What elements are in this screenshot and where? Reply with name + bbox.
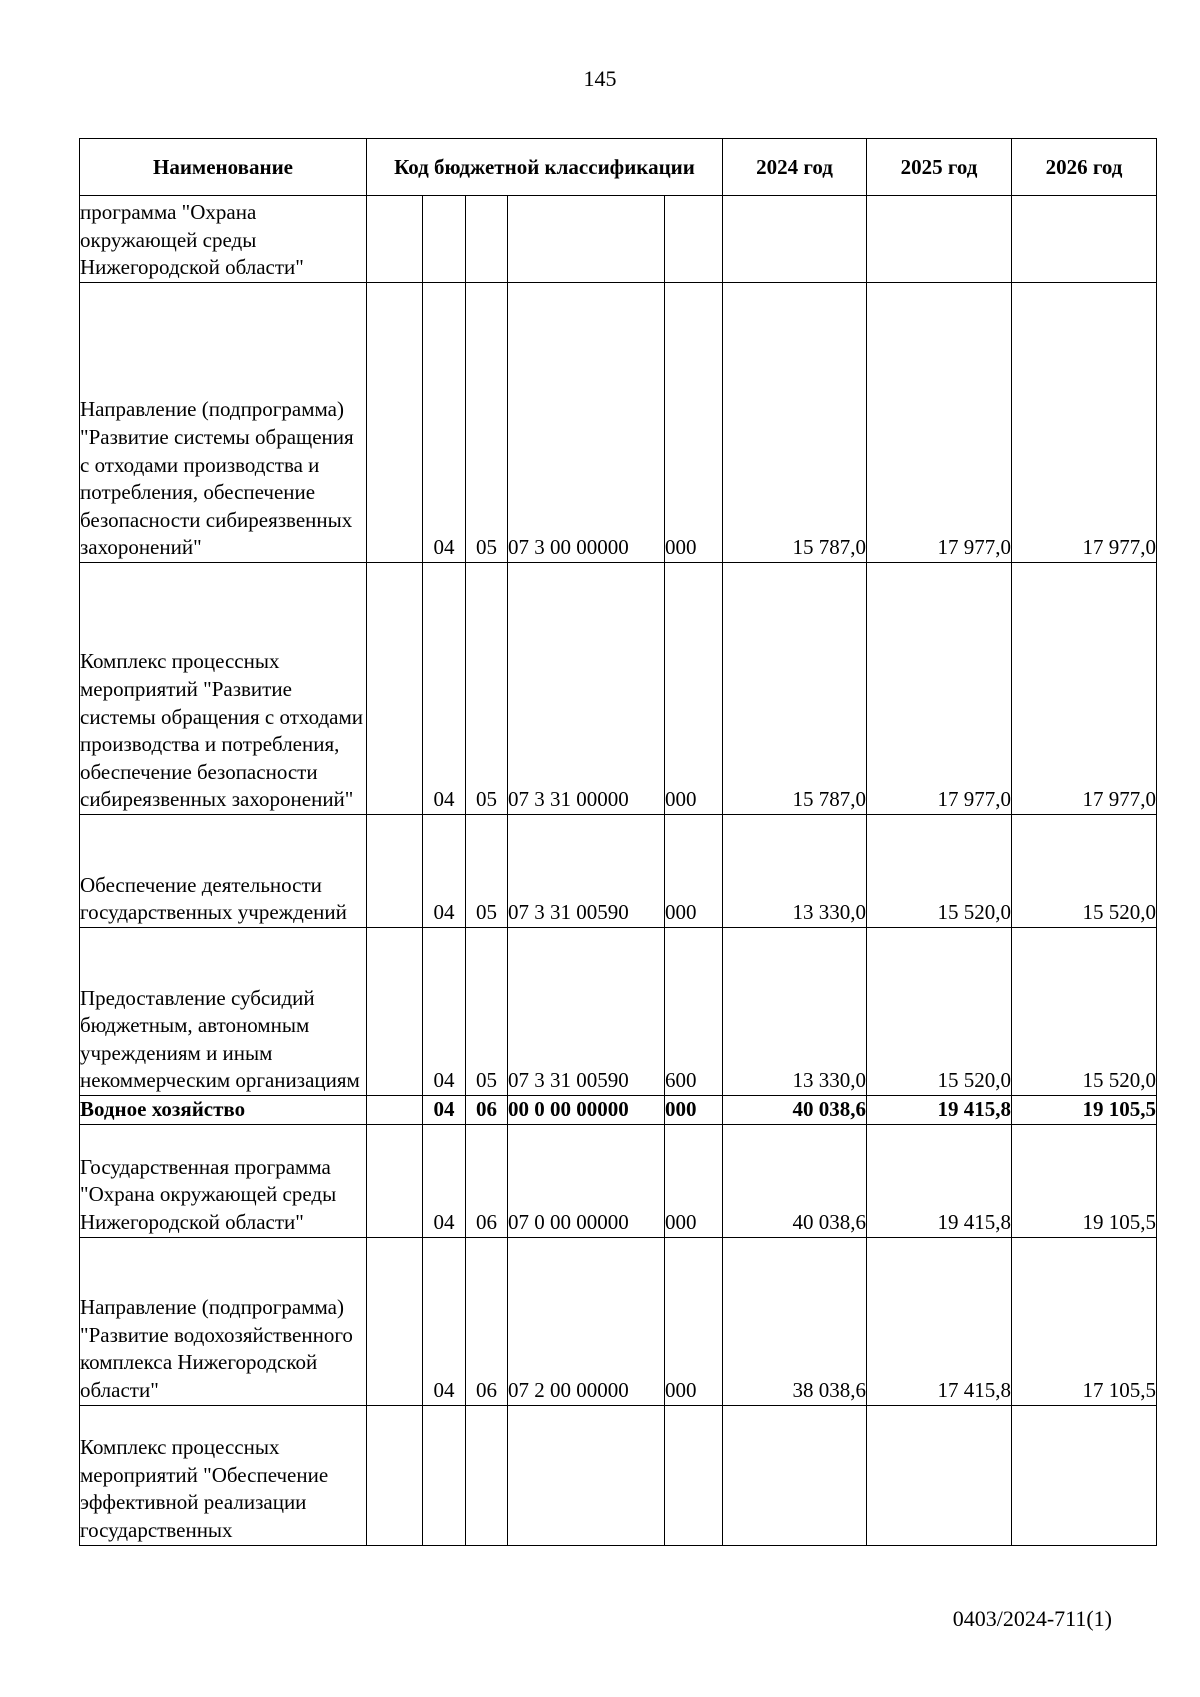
table-row: [80, 928, 1157, 1096]
table-row: [80, 815, 1157, 928]
row-code-3: [466, 1405, 508, 1545]
row-code-2: 04: [423, 928, 466, 1096]
row-value-2026: [1012, 196, 1157, 283]
table-row: [80, 563, 1157, 815]
row-code-1: [367, 283, 423, 563]
header-code: Код бюджетной классификации: [367, 139, 723, 196]
table-row: [80, 1124, 1157, 1237]
row-code-4: 07 2 00 00000: [508, 1237, 665, 1405]
row-code-4: 00 0 00 00000: [508, 1096, 665, 1125]
row-code-3: 05: [466, 283, 508, 563]
row-value-2024: 15 787,0: [723, 283, 867, 563]
row-name: Направление (подпрограмма) "Развитие системы обращения с отходами производства и потребления, обеспечение безопасности сибиреязвенных захоронений": [80, 283, 367, 563]
row-code-2: [423, 196, 466, 283]
row-code-3: 05: [466, 928, 508, 1096]
header-name: Наименование: [80, 139, 367, 196]
row-code-5: [665, 1405, 723, 1545]
row-code-5: [665, 196, 723, 283]
row-code-2: 04: [423, 1096, 466, 1125]
row-code-1: [367, 196, 423, 283]
row-code-4: 07 0 00 00000: [508, 1124, 665, 1237]
page-number: 145: [583, 66, 617, 91]
row-value-2025: 19 415,8: [867, 1124, 1012, 1237]
row-code-1: [367, 1096, 423, 1125]
row-code-5: 000: [665, 815, 723, 928]
row-code-1: [367, 563, 423, 815]
row-value-2025: 15 520,0: [867, 928, 1012, 1096]
row-code-2: 04: [423, 1237, 466, 1405]
row-value-2026: 19 105,5: [1012, 1124, 1157, 1237]
row-name: Обеспечение деятельности государственных учреждений: [80, 815, 367, 928]
row-value-2025: [867, 1405, 1012, 1545]
row-code-1: [367, 1124, 423, 1237]
row-code-2: 04: [423, 1124, 466, 1237]
row-code-2: [423, 1405, 466, 1545]
document-code: 0403/2024-711(1): [952, 1606, 1112, 1631]
table-row: [80, 283, 1157, 563]
row-code-4: 07 3 31 00590: [508, 815, 665, 928]
row-code-4: [508, 1405, 665, 1545]
row-name: Комплекс процессных мероприятий "Развитие системы обращения с отходами производства и потребления, обеспечение безопасности сибиреязвенных захоронений": [80, 563, 367, 815]
row-name: Комплекс процессных мероприятий "Обеспечение эффективной реализации государственных: [80, 1405, 367, 1545]
table-header-row: [80, 139, 1157, 196]
row-name: Предоставление субсидий бюджетным, автономным учреждениям и иным некоммерческим организациям: [80, 928, 367, 1096]
row-value-2025: 17 415,8: [867, 1237, 1012, 1405]
row-value-2025: 17 977,0: [867, 563, 1012, 815]
row-value-2024: [723, 196, 867, 283]
header-2024: 2024 год: [723, 139, 867, 196]
row-code-5: 000: [665, 1124, 723, 1237]
row-code-5: 000: [665, 1096, 723, 1125]
row-value-2024: 13 330,0: [723, 928, 867, 1096]
row-code-2: 04: [423, 283, 466, 563]
row-value-2026: 17 977,0: [1012, 563, 1157, 815]
row-code-4: [508, 196, 665, 283]
row-value-2025: 19 415,8: [867, 1096, 1012, 1125]
row-value-2026: 15 520,0: [1012, 928, 1157, 1096]
table-row: [80, 1405, 1157, 1545]
row-code-3: 06: [466, 1124, 508, 1237]
row-name: программа "Охрана окружающей среды Нижегородской области": [80, 196, 367, 283]
row-value-2026: [1012, 1405, 1157, 1545]
row-code-3: 05: [466, 815, 508, 928]
row-name: Водное хозяйство: [80, 1096, 367, 1125]
row-value-2026: 15 520,0: [1012, 815, 1157, 928]
row-code-3: 06: [466, 1237, 508, 1405]
row-value-2024: 40 038,6: [723, 1124, 867, 1237]
row-value-2026: 17 977,0: [1012, 283, 1157, 563]
row-code-1: [367, 928, 423, 1096]
row-code-5: 000: [665, 283, 723, 563]
row-code-3: [466, 196, 508, 283]
row-code-1: [367, 1237, 423, 1405]
row-name: Направление (подпрограмма) "Развитие водохозяйственного комплекса Нижегородской области": [80, 1237, 367, 1405]
budget-table: [79, 138, 1157, 1546]
row-code-3: 05: [466, 563, 508, 815]
row-code-5: 000: [665, 1237, 723, 1405]
row-value-2024: [723, 1405, 867, 1545]
row-code-2: 04: [423, 563, 466, 815]
row-value-2026: 17 105,5: [1012, 1237, 1157, 1405]
row-code-4: 07 3 31 00000: [508, 563, 665, 815]
row-value-2026: 19 105,5: [1012, 1096, 1157, 1125]
row-code-5: 000: [665, 563, 723, 815]
row-name: Государственная программа "Охрана окружающей среды Нижегородской области": [80, 1124, 367, 1237]
row-code-3: 06: [466, 1096, 508, 1125]
table-row: [80, 1237, 1157, 1405]
row-value-2024: 38 038,6: [723, 1237, 867, 1405]
row-value-2025: [867, 196, 1012, 283]
row-value-2025: 17 977,0: [867, 283, 1012, 563]
row-code-4: 07 3 00 00000: [508, 283, 665, 563]
row-code-2: 04: [423, 815, 466, 928]
header-2025: 2025 год: [867, 139, 1012, 196]
row-value-2024: 40 038,6: [723, 1096, 867, 1125]
row-code-4: 07 3 31 00590: [508, 928, 665, 1096]
row-code-1: [367, 1405, 423, 1545]
row-value-2025: 15 520,0: [867, 815, 1012, 928]
header-2026: 2026 год: [1012, 139, 1157, 196]
row-value-2024: 15 787,0: [723, 563, 867, 815]
row-value-2024: 13 330,0: [723, 815, 867, 928]
table-row-section: [80, 1096, 1157, 1125]
row-code-1: [367, 815, 423, 928]
table-row: [80, 196, 1157, 283]
row-code-5: 600: [665, 928, 723, 1096]
